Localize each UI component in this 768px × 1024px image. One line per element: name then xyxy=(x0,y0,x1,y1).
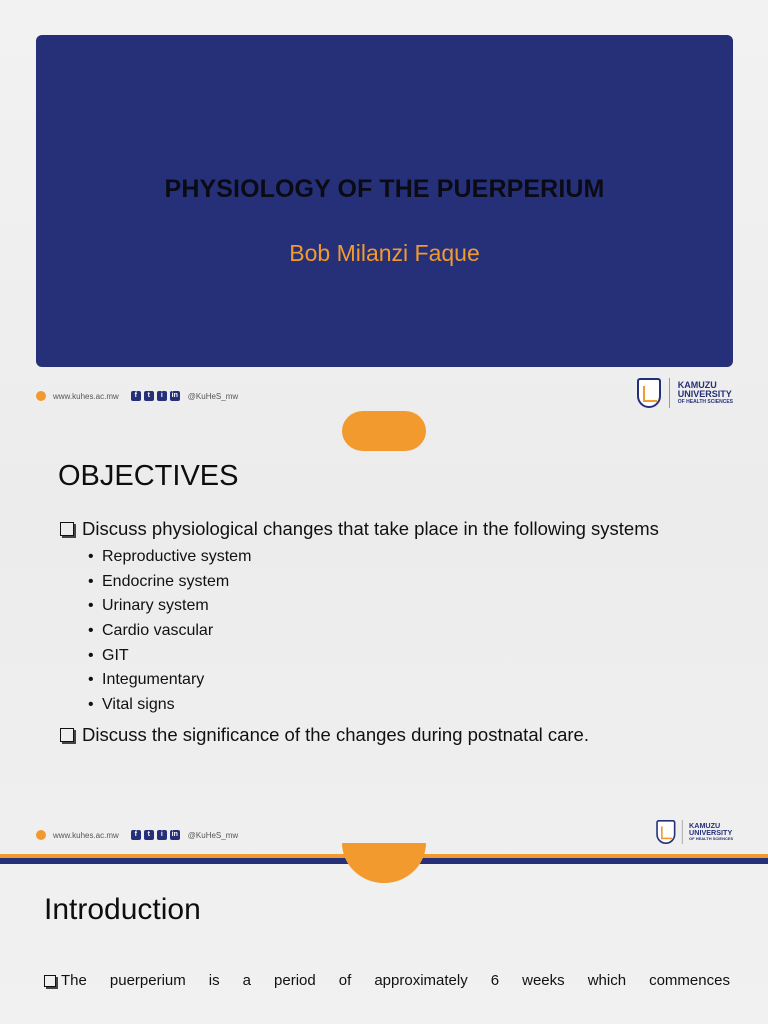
list-item: • Urinary system xyxy=(88,597,209,615)
footer-handle: @KuHeS_mw xyxy=(187,830,239,840)
twitter-icon: t xyxy=(144,830,154,840)
objectives-heading: OBJECTIVES xyxy=(58,460,239,492)
checkbox-bullet-icon xyxy=(60,522,74,536)
university-logo xyxy=(656,820,733,844)
social-icons xyxy=(131,830,183,840)
slide-title: PHYSIOLOGY OF THE PUERPERIUM xyxy=(164,175,605,203)
list-item: • Endocrine system xyxy=(88,572,230,590)
orange-divider-tab xyxy=(342,411,426,451)
logo-line3: OF HEALTH SCIENCES xyxy=(688,836,733,842)
list-item: • Integumentary xyxy=(88,671,205,689)
university-logo xyxy=(637,378,733,408)
slide-author: Bob Milanzi Faque xyxy=(289,240,480,266)
objective-text: Discuss the significance of the changes during postnatal care. xyxy=(82,724,589,745)
logo-divider xyxy=(682,820,683,844)
introduction-text-line: The puerperium is a period of approximately 6 weeks which commences xyxy=(44,972,730,989)
facebook-icon: f xyxy=(131,391,141,401)
objective-item xyxy=(60,518,659,540)
checkbox-bullet-icon xyxy=(44,975,56,987)
list-item: • GIT xyxy=(88,646,129,664)
list-item: • Reproductive system xyxy=(88,548,252,566)
shield-icon xyxy=(656,820,675,844)
logo-line3: OF HEALTH SCIENCES xyxy=(677,398,733,405)
instagram-icon: i xyxy=(157,830,167,840)
logo-line1: KAMUZU xyxy=(688,821,721,830)
shield-icon xyxy=(637,378,661,408)
list-item: • Cardio vascular xyxy=(88,622,214,640)
footer-website: www.kuhes.ac.mw xyxy=(53,830,119,840)
list-item: • Vital signs xyxy=(88,695,175,713)
social-icons xyxy=(131,391,183,401)
linkedin-icon: in xyxy=(171,392,178,399)
checkbox-bullet-icon xyxy=(60,728,74,742)
logo-line1: KAMUZU xyxy=(677,379,717,390)
twitter-icon: t xyxy=(144,391,154,401)
linkedin-icon: in xyxy=(171,831,178,838)
globe-icon xyxy=(36,391,46,401)
objective-text: Discuss physiological changes that take place in the following systems xyxy=(82,518,659,539)
instagram-icon: i xyxy=(157,391,167,401)
globe-icon xyxy=(36,830,46,840)
logo-line2: UNIVERSITY xyxy=(677,389,732,400)
title-slide-banner xyxy=(36,35,733,367)
footer-contacts xyxy=(36,830,238,840)
introduction-heading: Introduction xyxy=(44,893,201,926)
objective-item xyxy=(60,724,589,746)
footer-contacts xyxy=(36,391,238,401)
logo-line2: UNIVERSITY xyxy=(688,829,733,838)
facebook-icon: f xyxy=(131,830,141,840)
logo-divider xyxy=(669,378,670,408)
footer-website: www.kuhes.ac.mw xyxy=(53,391,119,401)
footer-handle: @KuHeS_mw xyxy=(187,391,239,401)
systems-list xyxy=(88,545,251,717)
